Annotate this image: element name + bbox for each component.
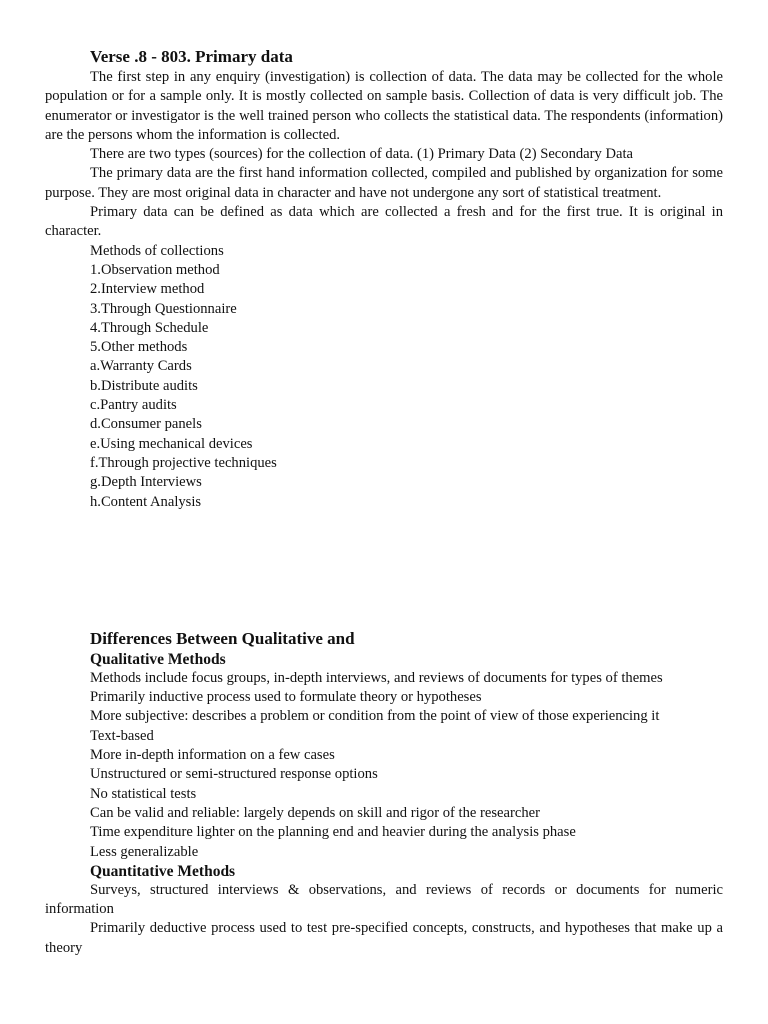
list-item: 1.Observation method: [90, 261, 220, 278]
list-item: More in-depth information on a few cases: [90, 747, 335, 764]
blank-space: [45, 512, 723, 628]
list-item: f.Through projective techniques: [90, 454, 277, 471]
list-item: b.Distribute audits: [90, 377, 198, 394]
list-item: Text-based: [90, 727, 154, 744]
list-item: 3.Through Questionnaire: [90, 300, 237, 317]
list-item: a.Warranty Cards: [90, 358, 192, 375]
paragraph-primary-definition: The primary data are the first hand information collected, compiled and published by organization for some purpose. They are most original data in character and have not undergone any sort of statistical treatment.: [45, 165, 723, 201]
list-item: g.Depth Interviews: [90, 474, 202, 491]
section-title-differences: Differences Between Qualitative and: [90, 628, 355, 648]
list-item: c.Pantry audits: [90, 397, 177, 414]
list-item: Can be valid and reliable: largely depends on skill and rigor of the researcher: [90, 804, 540, 821]
list-item: 4.Through Schedule: [90, 319, 209, 336]
list-item: Time expenditure lighter on the planning end and heavier during the analysis phase: [90, 824, 576, 841]
paragraph-types: There are two types (sources) for the collection of data. (1) Primary Data (2) Secondary Data: [90, 146, 633, 163]
list-item: Primarily inductive process used to formulate theory or hypotheses: [90, 689, 482, 706]
paragraph-enquiry: The first step in any enquiry (investigation) is collection of data. The data may be collected for the whole population or for a sample only. It is mostly collected on sample basis. Collection of data is very difficult job. The enumerator or investigator is the well trained person who collects the statistical data. The respondents (information) are the persons whom the information is collected.: [45, 69, 723, 143]
list-item: More subjective: describes a problem or condition from the point of view of those experiencing it: [90, 708, 660, 725]
quantitative-heading: Quantitative Methods: [90, 862, 236, 880]
section-title-primary-data: Verse .8 - 803. Primary data: [90, 47, 293, 66]
list-item: h.Content Analysis: [90, 493, 202, 510]
qualitative-heading: Qualitative Methods: [90, 650, 226, 668]
paragraph-primary-original: Primary data can be defined as data which are collected a fresh and for the first true. It is original in character.: [45, 204, 723, 240]
list-item: Less generalizable: [90, 843, 199, 860]
paragraph-quantitative-deductive: Primarily deductive process used to test pre-specified concepts, constructs, and hypotheses that make up a theory: [45, 920, 723, 956]
list-item: Unstructured or semi-structured response options: [90, 766, 378, 783]
list-item: Methods include focus groups, in-depth interviews, and reviews of documents for types of themes: [90, 669, 663, 686]
list-item: No statistical tests: [90, 785, 197, 802]
paragraph-quantitative-surveys: Surveys, structured interviews & observations, and reviews of records or documents for numeric information: [45, 881, 723, 918]
list-item: 5.Other methods: [90, 339, 188, 356]
list-item: 2.Interview method: [90, 281, 205, 298]
methods-label: Methods of collections: [90, 242, 224, 259]
document-page: [45, 46, 723, 958]
list-item: d.Consumer panels: [90, 416, 202, 433]
list-item: e.Using mechanical devices: [90, 435, 253, 452]
